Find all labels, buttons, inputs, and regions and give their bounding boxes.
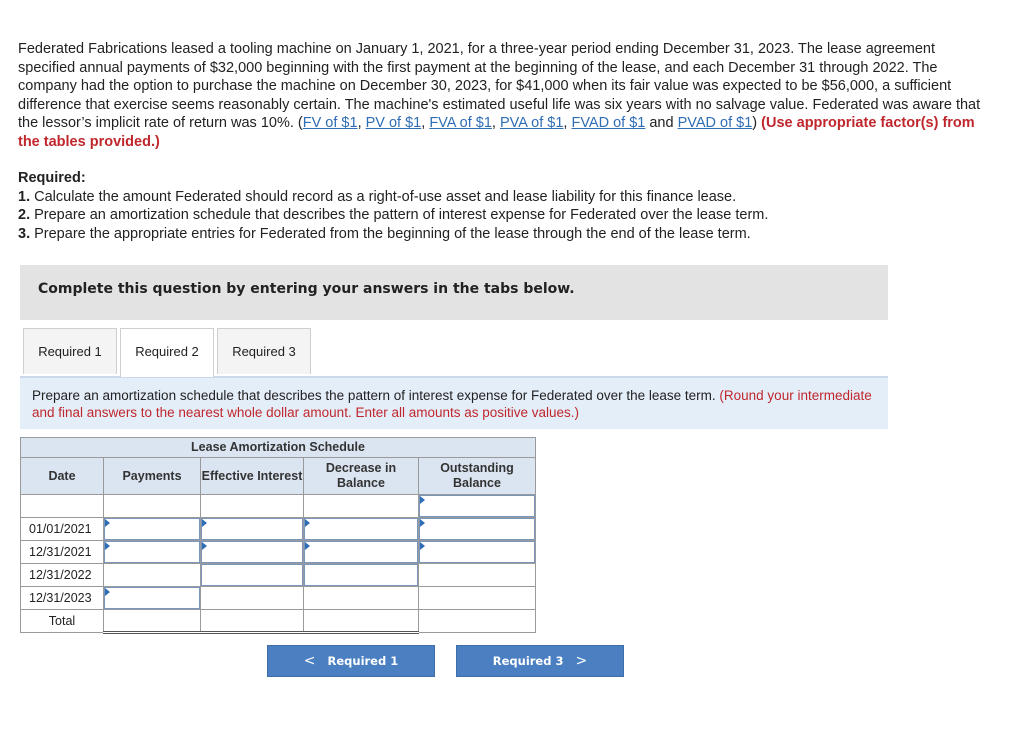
rounding-note: (Round your intermediate and final answers to the nearest whole dollar amount. Enter all amounts as positive values.) bbox=[32, 388, 872, 420]
header-date: Date bbox=[21, 458, 104, 495]
empty-cell bbox=[201, 495, 304, 518]
tab-required-1[interactable]: Required 1 bbox=[23, 328, 117, 374]
payment-input[interactable] bbox=[104, 518, 200, 540]
required-num: 2. bbox=[18, 207, 31, 223]
empty-cell bbox=[419, 587, 536, 610]
required-text: Prepare an amortization schedule that describes the pattern of interest expense for Federated over the lease term. bbox=[30, 207, 769, 223]
required-item-1 bbox=[18, 188, 998, 207]
date-cell: 01/01/2021 bbox=[21, 518, 104, 541]
balance-input[interactable] bbox=[419, 518, 535, 540]
balance-cell bbox=[419, 541, 536, 564]
empty-cell bbox=[104, 564, 201, 587]
sep: , bbox=[563, 115, 572, 131]
required-item-2 bbox=[18, 206, 998, 225]
input-marker-icon bbox=[202, 542, 207, 550]
total-row bbox=[21, 610, 536, 633]
decrease-input[interactable] bbox=[304, 564, 418, 586]
next-button-label: Required 3 bbox=[492, 654, 564, 668]
balance-cell bbox=[419, 518, 536, 541]
empty-cell bbox=[419, 564, 536, 587]
required-item-3 bbox=[18, 225, 998, 244]
empty-cell bbox=[304, 587, 419, 610]
header-decrease-in-balance: Decrease in Balance bbox=[304, 458, 419, 495]
amortization-schedule-table bbox=[20, 437, 536, 634]
header-effective-interest: Effective Interest bbox=[201, 458, 304, 495]
chevron-right-icon: > bbox=[575, 653, 588, 669]
prompt-box bbox=[20, 376, 888, 429]
decrease-cell bbox=[304, 541, 419, 564]
empty-cell bbox=[419, 610, 536, 633]
sep: , bbox=[491, 115, 500, 131]
header-outstanding-balance: Outstanding Balance bbox=[419, 458, 536, 495]
table-row bbox=[21, 587, 536, 610]
input-marker-icon bbox=[420, 496, 425, 504]
initial-balance-cell bbox=[419, 495, 536, 518]
chevron-left-icon: < bbox=[303, 653, 316, 669]
table-row bbox=[21, 541, 536, 564]
close-paren: ) bbox=[752, 115, 758, 131]
instruction-box bbox=[20, 265, 888, 320]
input-marker-icon bbox=[420, 542, 425, 550]
tab-required-2[interactable]: Required 2 bbox=[120, 328, 214, 377]
total-decrease-input[interactable] bbox=[304, 610, 418, 631]
empty-cell bbox=[304, 495, 419, 518]
total-interest-input[interactable] bbox=[201, 610, 303, 631]
decrease-cell bbox=[304, 564, 419, 587]
factor-instruction: (Use appropriate factor(s) from the tables provided.) bbox=[18, 115, 975, 150]
fv-link[interactable]: FV of $1 bbox=[302, 115, 358, 131]
next-button[interactable] bbox=[456, 645, 624, 677]
required-text: Calculate the amount Federated should record as a right-of-use asset and lease liability for this finance lease. bbox=[30, 188, 737, 205]
decrease-input[interactable] bbox=[304, 541, 418, 563]
total-payments-input[interactable] bbox=[104, 610, 200, 631]
prev-button-label: Required 1 bbox=[327, 654, 399, 668]
fvad-link[interactable]: FVAD of $1 bbox=[571, 115, 646, 131]
empty-cell bbox=[104, 495, 201, 518]
payment-cell bbox=[104, 518, 201, 541]
required-text: Prepare the appropriate entries for Federated from the beginning of the lease through the end of the lease term. bbox=[30, 225, 751, 242]
input-marker-icon bbox=[105, 542, 110, 550]
date-cell: 12/31/2023 bbox=[21, 587, 104, 610]
interest-input[interactable] bbox=[201, 518, 303, 540]
required-heading: Required: bbox=[18, 170, 86, 186]
schedule-title: Lease Amortization Schedule bbox=[21, 438, 536, 458]
problem-statement bbox=[18, 40, 993, 151]
input-marker-icon bbox=[420, 519, 425, 527]
input-marker-icon bbox=[105, 519, 110, 527]
interest-cell bbox=[201, 518, 304, 541]
required-num: 1. bbox=[18, 188, 31, 205]
sep: , bbox=[421, 115, 430, 131]
date-cell: 12/31/2021 bbox=[21, 541, 104, 564]
required-num: 3. bbox=[18, 225, 31, 242]
interest-input[interactable] bbox=[201, 541, 303, 563]
input-marker-icon bbox=[202, 519, 207, 527]
prompt-text: Prepare an amortization schedule that describes the pattern of interest expense for Federated over the lease term. bbox=[32, 388, 716, 403]
initial-balance-input[interactable] bbox=[419, 495, 535, 517]
payment-input[interactable] bbox=[104, 587, 200, 609]
input-marker-icon bbox=[305, 519, 310, 527]
total-label: Total bbox=[21, 610, 104, 633]
decrease-input[interactable] bbox=[304, 518, 418, 540]
required-section bbox=[18, 169, 998, 243]
fva-link[interactable]: FVA of $1 bbox=[429, 115, 492, 131]
payment-cell bbox=[104, 541, 201, 564]
pva-link[interactable]: PVA of $1 bbox=[499, 115, 564, 131]
interest-cell bbox=[201, 564, 304, 587]
empty-cell bbox=[201, 587, 304, 610]
input-marker-icon bbox=[105, 588, 110, 596]
interest-cell bbox=[201, 541, 304, 564]
pv-link[interactable]: PV of $1 bbox=[365, 115, 422, 131]
payment-cell bbox=[104, 587, 201, 610]
problem-text: Federated Fabrications leased a tooling machine on January 1, 2021, for a three-year period ending December 31, 2023. The lease agreement specified annual payments of $32,000 beginning with the first payment at the beginning of the lease, and each December 31 through 2022. The company had the option to purchase the machine on December 30, 2023, for $41,000 when its fair value was expected to be $56,000, a sufficient difference that exercise seems reasonably certain. The machine's estimated useful life was six years with no salvage value. Federated was aware that the lessor’s implicit rate of return was 10%. ( bbox=[18, 41, 981, 131]
total-payments-cell bbox=[104, 610, 201, 633]
payment-input[interactable] bbox=[104, 541, 200, 563]
decrease-cell bbox=[304, 518, 419, 541]
interest-input[interactable] bbox=[201, 564, 303, 586]
prev-button[interactable] bbox=[267, 645, 435, 677]
total-interest-cell bbox=[201, 610, 304, 633]
empty-cell bbox=[21, 495, 104, 518]
header-payments: Payments bbox=[104, 458, 201, 495]
pvad-link[interactable]: PVAD of $1 bbox=[677, 115, 753, 131]
date-cell: 12/31/2022 bbox=[21, 564, 104, 587]
input-marker-icon bbox=[305, 542, 310, 550]
total-decrease-cell bbox=[304, 610, 419, 633]
table-row bbox=[21, 495, 536, 518]
balance-input[interactable] bbox=[419, 541, 535, 563]
and-text: and bbox=[645, 115, 678, 131]
sep: , bbox=[357, 115, 366, 131]
table-row bbox=[21, 564, 536, 587]
table-row bbox=[21, 518, 536, 541]
instruction-text: Complete this question by entering your answers in the tabs below. bbox=[38, 281, 575, 297]
tab-required-3[interactable]: Required 3 bbox=[217, 328, 311, 374]
